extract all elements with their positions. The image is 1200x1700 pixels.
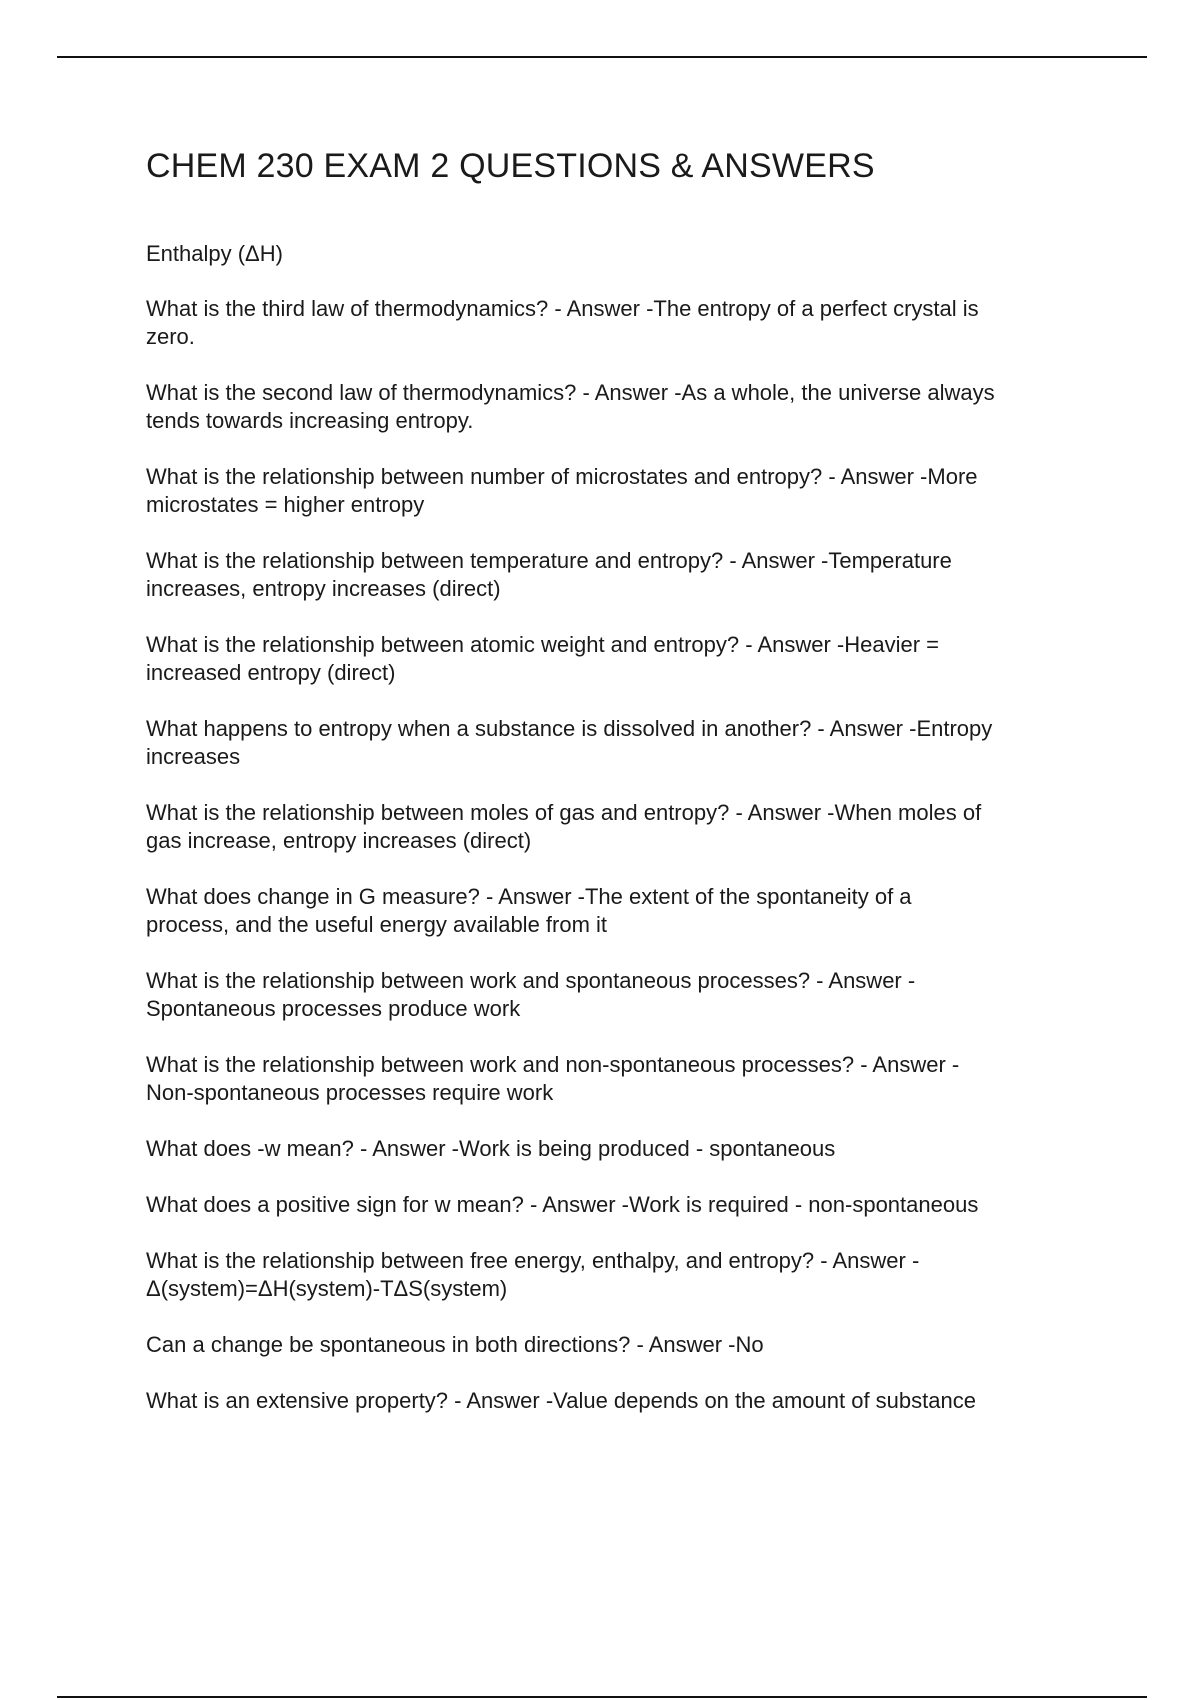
document-body: [146, 140, 1096, 1443]
qa-item: What is the second law of thermodynamics? - Answer -As a whole, the universe always tends towards increasing entropy.: [146, 380, 995, 433]
qa-list: [146, 295, 1096, 1415]
qa-item: What does -w mean? - Answer -Work is being produced - spontaneous: [146, 1136, 836, 1161]
qa-item: What is the relationship between work and spontaneous processes? - Answer - Spontaneous processes produce work: [146, 968, 916, 1021]
top-rule: [57, 56, 1147, 58]
qa-item: What is the relationship between temperature and entropy? - Answer -Temperature increases, entropy increases (direct): [146, 548, 952, 601]
qa-item: What is the relationship between free energy, enthalpy, and entropy? - Answer - Δ(system)=ΔH(system)-TΔS(system): [146, 1248, 920, 1301]
qa-item: What does change in G measure? - Answer -The extent of the spontaneity of a process, and the useful energy available from it: [146, 884, 912, 937]
qa-item: What is an extensive property? - Answer -Value depends on the amount of substance: [146, 1388, 976, 1413]
qa-item: What happens to entropy when a substance is dissolved in another? - Answer -Entropy increases: [146, 716, 993, 769]
bottom-rule: [57, 1696, 1147, 1698]
qa-item: What does a positive sign for w mean? - Answer -Work is required - non-spontaneous: [146, 1192, 979, 1217]
qa-item: Can a change be spontaneous in both directions? - Answer -No: [146, 1332, 764, 1357]
qa-item: What is the relationship between atomic weight and entropy? - Answer -Heavier = increased entropy (direct): [146, 632, 940, 685]
qa-item: What is the relationship between work and non-spontaneous processes? - Answer - Non-spontaneous processes require work: [146, 1052, 960, 1105]
document-title: CHEM 230 EXAM 2 QUESTIONS & ANSWERS: [146, 147, 875, 185]
section-subject: Enthalpy (ΔH): [146, 241, 283, 266]
qa-item: What is the relationship between moles of gas and entropy? - Answer -When moles of gas increase, entropy increases (direct): [146, 800, 982, 853]
qa-item: What is the third law of thermodynamics? - Answer -The entropy of a perfect crystal is zero.: [146, 296, 979, 349]
qa-item: What is the relationship between number of microstates and entropy? - Answer -More microstates = higher entropy: [146, 464, 978, 517]
